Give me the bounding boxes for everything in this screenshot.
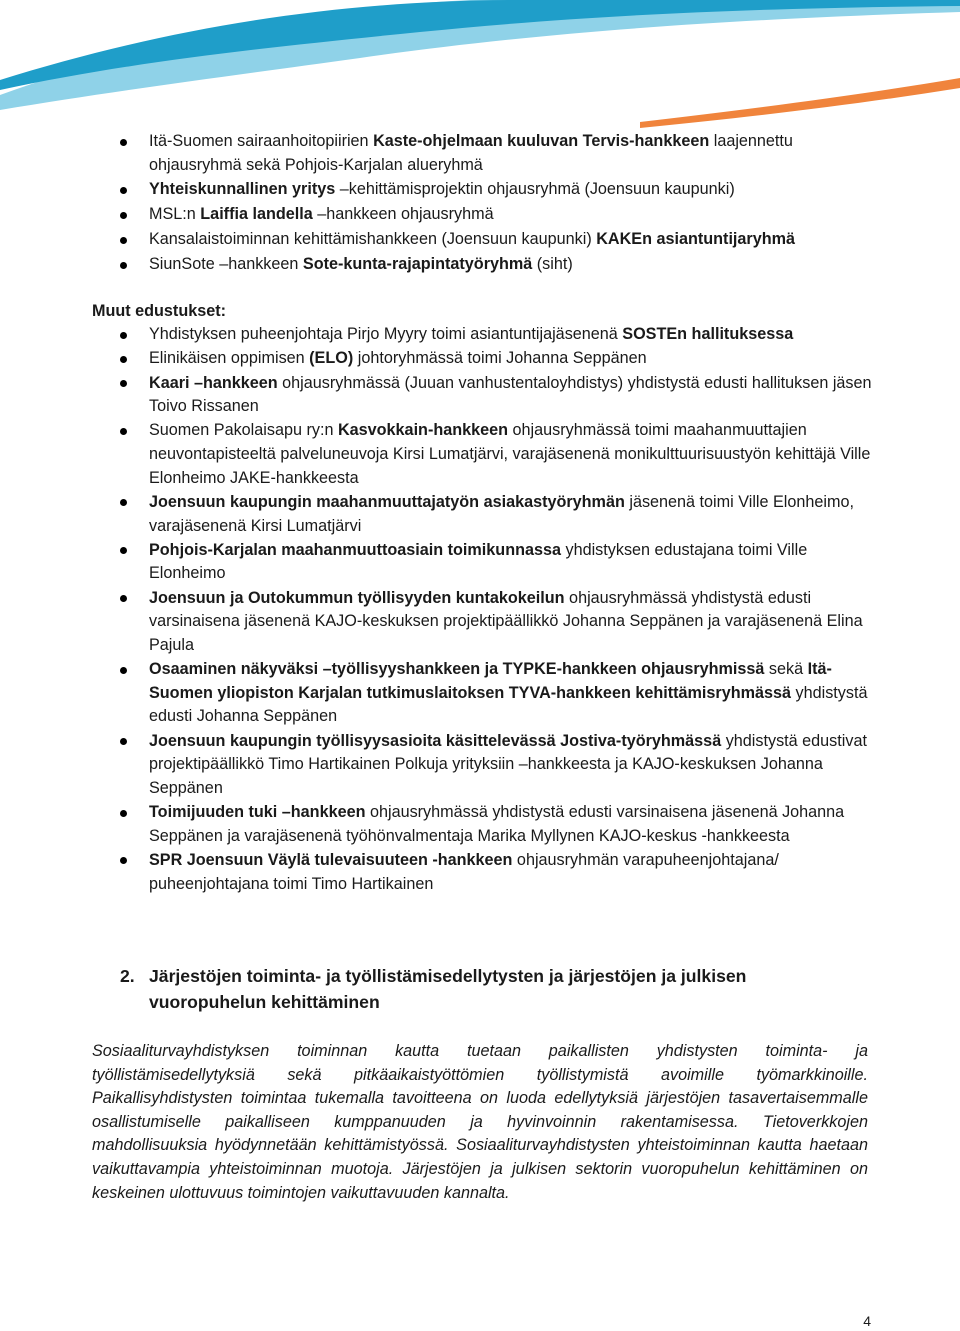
list-item <box>0 491 960 538</box>
bullet-icon <box>120 380 127 387</box>
bold-text: Joensuun kaupungin työllisyysasioita käsittelevässä Jostiva-työryhmässä <box>149 731 722 750</box>
section-title: Järjestöjen toiminta- ja työllistämisedellytysten ja järjestöjen ja julkisen vuoropuhelun kehittäminen <box>149 966 747 1012</box>
bold-text: SPR Joensuun Väylä tulevaisuuteen -hankkeen <box>149 850 513 869</box>
text: yhdistystä edustivat projektipäällikkö Timo Hartikainen Polkuja yrityksiin –hankkeesta ja KAJO-keskuksen Johanna Seppänen <box>149 731 867 797</box>
bold-text: Kaste-ohjelmaan kuuluvan Tervis-hankkeen <box>373 132 710 150</box>
text: laajennettu ohjausryhmä sekä Pohjois-Karjalan alueryhmä <box>149 132 793 174</box>
list-item <box>0 253 960 277</box>
bullet-icon <box>120 356 127 363</box>
bullet-icon <box>120 667 127 674</box>
text: Yhdistyksen puheenjohtaja Pirjo Myyry toimi asiantuntijajäsenenä <box>149 325 623 343</box>
bullet-icon <box>120 262 127 269</box>
bold-text: Toimijuuden tuki –hankkeen <box>149 803 366 822</box>
bullet-icon <box>120 139 127 146</box>
text: SiunSote –hankkeen <box>149 255 303 274</box>
text: ohjausryhmässä toimi maahanmuuttajien neuvontapisteeltä palveluneuvoja Kirsi Lumatjärvi, varajäsenenä monikulttuurisuustyön kehittäjä Ville Elonheimo JAKE-hankkeesta <box>149 421 871 487</box>
bullet-icon <box>120 212 127 219</box>
bullet-icon <box>120 595 127 602</box>
list-item <box>0 372 960 419</box>
committee-list <box>0 130 960 278</box>
bullet-icon <box>120 332 127 339</box>
text: –hankkeen ohjausryhmä <box>312 205 494 224</box>
text: johtoryhmässä toimi Johanna Seppänen <box>353 349 647 368</box>
bold-text: Kasvokkain-hankkeen <box>337 421 509 440</box>
list-item <box>0 323 960 347</box>
bold-text: Sote-kunta-rajapintatyöryhmä <box>302 255 533 274</box>
bold-text: Pohjois-Karjalan maahanmuuttoasiain toimikunnassa <box>149 540 561 559</box>
text: ohjausryhmässä yhdistystä edusti varsinaisena jäsenenä Johanna Seppänen ja varajäsenenä työhönvalmentaja Marika Myllynen KAJO-keskus -hankkeesta <box>149 803 845 845</box>
bold-text: Kaari –hankkeen <box>149 373 278 392</box>
bullet-icon <box>120 810 127 817</box>
other-representations-heading: Muut edustukset: <box>92 302 226 320</box>
section-number: 2. <box>120 966 135 986</box>
text: Kansalaistoiminnan kehittämishankkeen (Joensuun kaupunki) <box>149 230 597 249</box>
bullet-icon <box>120 738 127 745</box>
wave-orange-stripe <box>640 78 960 128</box>
text: –kehittämisprojektin ohjausryhmä (Joensuun kaupunki) <box>335 180 735 199</box>
bold-text: Itä-Suomen yliopiston Karjalan tutkimuslaitoksen TYVA-hankkeen kehittämisryhmässä <box>149 660 832 702</box>
section-heading <box>120 964 820 1015</box>
text: ohjausryhmässä yhdistystä edusti varsinaisena jäsenenä KAJO-keskuksen projektipäällikkö Johanna Seppänen ja varajäsenenä Elina Pajula <box>149 588 863 654</box>
header-wave-decoration <box>0 0 960 130</box>
bullet-icon <box>120 499 127 506</box>
bold-text: SOSTEn hallituksessa <box>622 325 794 343</box>
text: (siht) <box>532 255 573 274</box>
list-item <box>0 203 960 227</box>
text: sekä <box>764 660 808 679</box>
text: ohjausryhmässä (Juuan vanhustentaloyhdistys) yhdistystä edusti hallituksen jäsen Toivo Rissanen <box>149 373 872 416</box>
bullet-icon <box>120 428 127 435</box>
list-item <box>0 658 960 729</box>
list-item <box>0 130 960 177</box>
list-item <box>0 347 960 371</box>
text: Itä-Suomen sairaanhoitopiirien <box>149 132 374 150</box>
bold-text: Joensuun ja Outokummun työllisyyden kuntakokeilun <box>149 588 565 607</box>
bold-text: Laiffia landella <box>200 205 313 224</box>
bullet-icon <box>120 237 127 244</box>
text: jäsenenä toimi Ville Elonheimo, varajäsenenä Kirsi Lumatjärvi <box>149 492 854 535</box>
text: yhdistystä edusti Johanna Seppänen <box>149 683 868 726</box>
list-item <box>0 419 960 490</box>
section-paragraph: Sosiaaliturvayhdistyksen toiminnan kautta tuetaan paikallisten yhdistysten toiminta- ja työllistämisedellytyksiä sekä pitkäaikaistyöttömien työllistymistä avoimille työmarkkinoille. Paikallisyhdistysten toimintaa tukemalla tavoitteena on luoda edellytyksiä järjestöjen tasavertaisemmalle osallistumiselle paikalliseen kumppanuuden ja hyvinvoinnin rakentamisessa. Tietoverkkojen mahdollisuuksia hyödynnetään kehittämistyössä. Sosiaaliturvayhdistysten yhteistoiminnan kautta haetaan vaikuttavampia yhteistoiminnan muotoja. Järjestöjen ja julkisen sektorin vuoropuhelun kehittäminen on keskeinen ulottuvuus toimintojen vaikuttavuuden kannalta. <box>92 1042 868 1202</box>
bold-text: Yhteiskunnallinen yritys <box>149 180 336 199</box>
text: Suomen Pakolaisapu ry:n <box>149 421 338 440</box>
bold-text: KAKEn asiantuntijaryhmä <box>596 230 796 249</box>
list-item <box>0 228 960 252</box>
text: yhdistyksen edustajana toimi Ville Elonheimo <box>149 540 808 583</box>
bullet-icon <box>120 857 127 864</box>
list-item <box>0 849 960 896</box>
page-number: 4 <box>863 1313 871 1329</box>
list-item <box>0 178 960 202</box>
bold-text: Joensuun kaupungin maahanmuuttajatyön asiakastyöryhmän <box>149 492 625 511</box>
list-item <box>0 801 960 848</box>
bold-text: (ELO) <box>309 349 354 368</box>
bold-text: Osaaminen näkyväksi –työllisyyshankkeen ja TYPKE-hankkeen ohjausryhmissä <box>149 660 765 679</box>
bullet-icon <box>120 187 127 194</box>
text: Elinikäisen oppimisen <box>149 349 310 368</box>
text: ohjausryhmän varapuheenjohtajana/ puheenjohtajana toimi Timo Hartikainen <box>149 850 779 893</box>
list-item <box>0 730 960 801</box>
list-item <box>0 587 960 658</box>
bullet-icon <box>120 547 127 554</box>
list-item <box>0 539 960 586</box>
other-representations-list <box>0 323 960 897</box>
text: MSL:n <box>149 205 201 224</box>
